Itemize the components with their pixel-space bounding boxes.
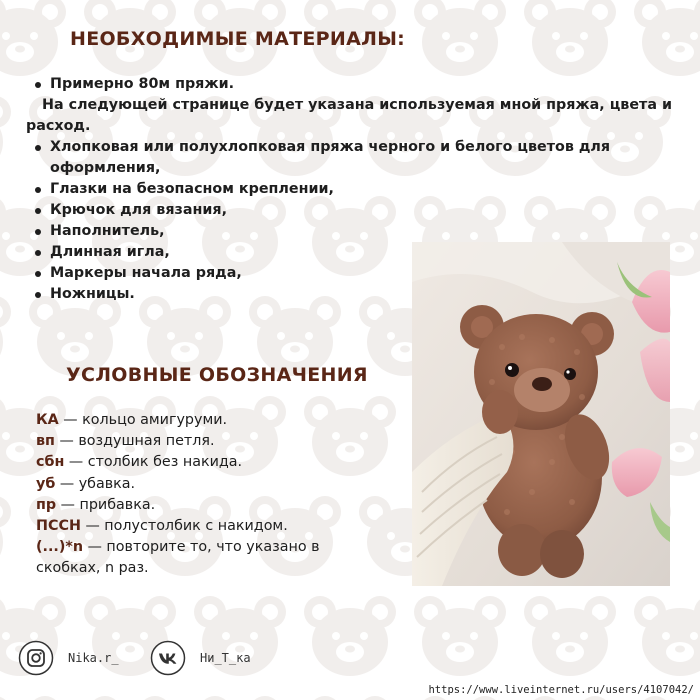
notation-desc: скобках, n раз. bbox=[36, 560, 149, 577]
source-watermark[interactable]: https://www.liveinternet.ru/users/4107042/ bbox=[428, 684, 694, 696]
instagram-handle[interactable]: Nika.r_ bbox=[68, 651, 119, 665]
notation-list bbox=[36, 410, 396, 580]
list-item: Крючок для вязания, bbox=[26, 200, 676, 221]
list-item: Примерно 80м пряжи. bbox=[26, 74, 676, 95]
instagram-icon[interactable] bbox=[18, 640, 54, 676]
list-item: Ножницы. bbox=[26, 284, 676, 305]
notation-row bbox=[36, 474, 396, 495]
notation-desc: — столбик без накида. bbox=[64, 454, 243, 471]
notation-row-continued bbox=[36, 558, 396, 579]
list-item: Глазки на безопасном креплении, bbox=[26, 179, 676, 200]
notation-row bbox=[36, 495, 396, 516]
notation-heading: УСЛОВНЫЕ ОБОЗНАЧЕНИЯ bbox=[66, 364, 368, 386]
notation-row bbox=[36, 410, 396, 431]
notation-desc: — прибавка. bbox=[56, 496, 156, 513]
notation-abbr: ПССН bbox=[36, 518, 81, 535]
vk-icon[interactable] bbox=[150, 640, 186, 676]
list-item: Маркеры начала ряда, bbox=[26, 263, 676, 284]
notation-desc: — воздушная петля. bbox=[54, 433, 215, 450]
notation-row bbox=[36, 537, 396, 558]
notation-desc: — кольцо амигуруми. bbox=[58, 412, 228, 428]
list-item: Длинная игла, bbox=[26, 242, 676, 263]
materials-note: На следующей странице будет указана используемая мной пряжа, цвета и bbox=[42, 97, 672, 113]
vk-handle[interactable]: Ни_Т_ка bbox=[200, 651, 251, 665]
materials-note-continued: расход. bbox=[26, 118, 91, 134]
notation-desc: — полустолбик с накидом. bbox=[80, 518, 288, 535]
notation-abbr: пр bbox=[36, 496, 57, 513]
teddy-bear-photo bbox=[412, 242, 670, 586]
list-item: Хлопковая или полухлопковая пряжа черного и белого цветов для bbox=[26, 137, 676, 158]
notation-row bbox=[36, 452, 396, 473]
notation-abbr: КА bbox=[36, 412, 59, 428]
notation-row bbox=[36, 516, 396, 537]
teddy-bear-illustration bbox=[412, 242, 670, 586]
notation-desc: — повторите то, что указано в bbox=[83, 539, 320, 556]
notation-row bbox=[36, 431, 396, 452]
materials-heading: НЕОБХОДИМЫЕ МАТЕРИАЛЫ: bbox=[70, 28, 406, 50]
notation-abbr: (...)*n bbox=[36, 539, 84, 556]
list-item: Наполнитель, bbox=[26, 221, 676, 242]
list-item-continued: оформления, bbox=[50, 160, 161, 176]
notation-desc: — убавка. bbox=[55, 475, 136, 492]
notation-abbr: уб bbox=[36, 475, 56, 492]
notation-abbr: вп bbox=[36, 433, 55, 450]
notation-abbr: сбн bbox=[36, 454, 65, 471]
